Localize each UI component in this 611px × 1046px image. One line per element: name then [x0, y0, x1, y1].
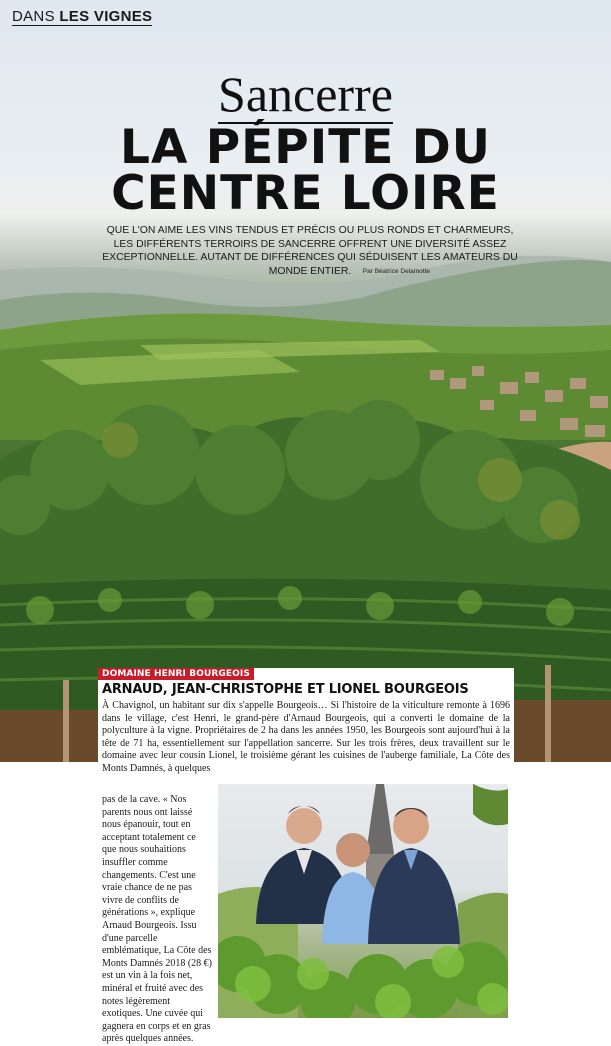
- headline-line-2: CENTRE LOIRE: [111, 166, 500, 221]
- three-winemakers-illustration: [218, 784, 508, 1018]
- article-body-top: À Chavignol, un habitant sur dix s'appelle Bourgeois… Si l'histoire de la viticulture remonte à 1696 dans le village, c'est Henri, le grand-père d'Arnaud Bourgeois, qui a converti le domaine de la polyculture à la vigne. Propriétaires de 2 ha dans les années 1950, les Bourgeois sont aujourd'hui à la tête de 71 ha, essentiellement sur l'appellation sancerre. Sur les trois frères, deux travaillent sur le domaine avec leur cousin Lionel, le troisième gérant les cuisines de l'auberge familiale, La Côte des Monts Damnés, à quelques: [102, 700, 510, 774]
- article-body-column: pas de la cave. « Nos parents nous ont laissé nous épanouir, tout en acceptant totalement ce que nous souhaitions insuffler comme changements. C'est une vraie chance de ne pas vivre de conflits de générations », explique Arnaud Bourgeois. Issu d'une parcelle emblématique, La Côte des Monts Damnés 2018 (28 €) est un vin à la fois net, minéral et fruité avec des notes légèrement exotiques. Une cuvée qui gagnera en corps et en gras après quelques années.: [102, 794, 212, 1045]
- headline-kicker-text: Sancerre: [218, 66, 393, 122]
- section-prefix: DANS: [12, 8, 55, 25]
- portrait-photo: [218, 784, 508, 1018]
- lede-paragraph: QUE L'ON AIME LES VINS TENDUS ET PRÉCIS OU PLUS RONDS ET CHARMEURS, LES DIFFÉRENTS TERROIRS DE SANCERRE OFFRENT UNE DIVERSITÉ ASSEZ EXCEPTIONNELLE. AUTANT DE DIFFÉRENCES QUI SÉDUISENT LES AMATEURS DU MONDE ENTIER.: [102, 225, 518, 277]
- byline: Par Béatrice Delamotte: [362, 268, 430, 275]
- domain-label: DOMAINE HENRI BOURGEOIS: [98, 668, 254, 680]
- section-label: [12, 8, 152, 26]
- headline-line-1: LA PÉPITE DU: [120, 120, 491, 175]
- article-heading: ARNAUD, JEAN-CHRISTOPHE ET LIONEL BOURGEOIS: [102, 682, 469, 697]
- section-name: LES VIGNES: [59, 8, 153, 25]
- article-box: [98, 668, 514, 1045]
- headline-kicker: [0, 66, 611, 122]
